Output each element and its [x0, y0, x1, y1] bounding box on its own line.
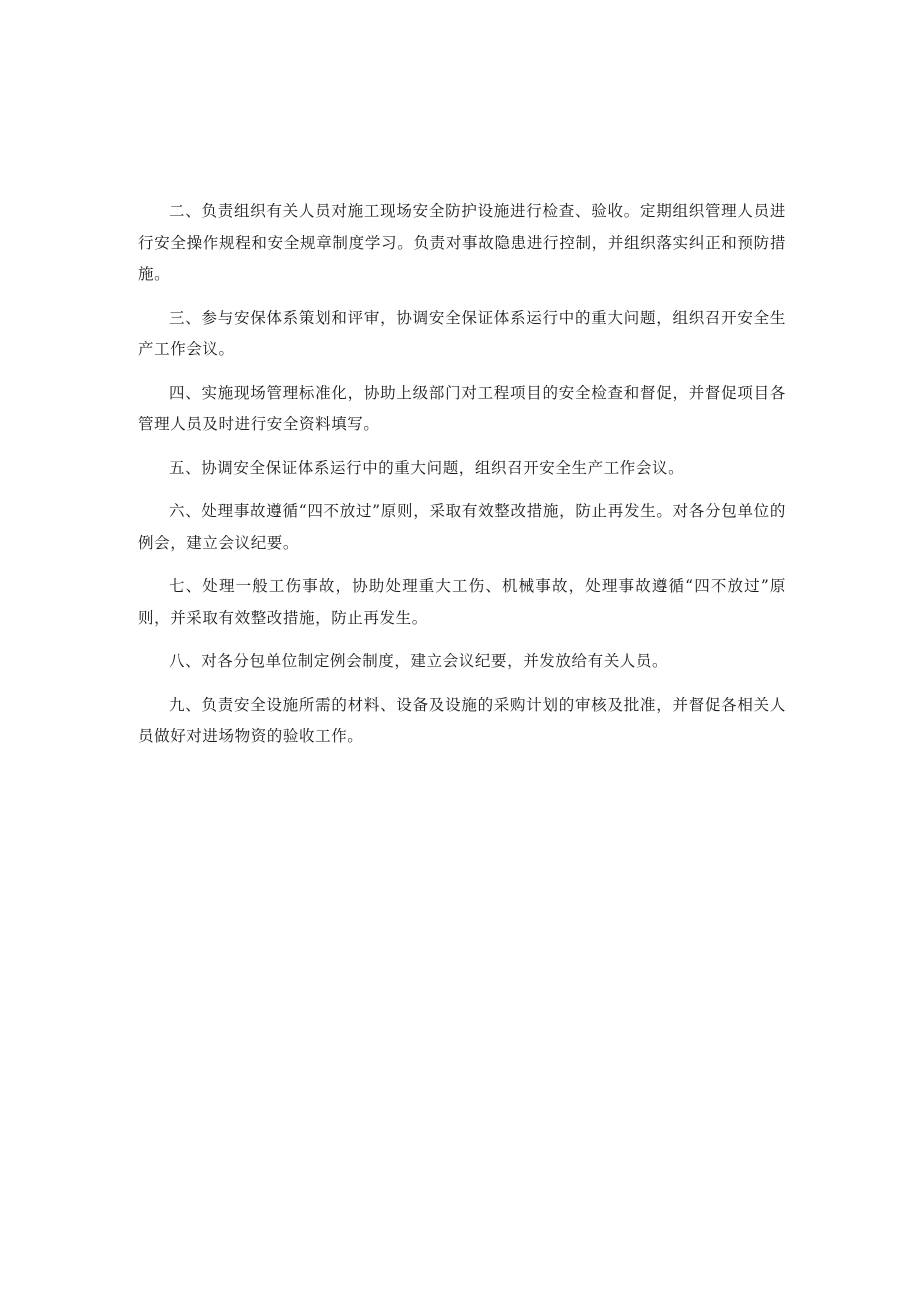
paragraph-4: 四、实施现场管理标准化，协助上级部门对工程项目的安全检查和督促，并督促项目各管理人员及时进行安全资料填写。: [138, 383, 786, 433]
document-body: [138, 196, 786, 765]
paragraph-9: 九、负责安全设施所需的材料、设备及设施的采购计划的审核及批准，并督促各相关人员做好对进场物资的验收工作。: [138, 695, 786, 745]
paragraph-3: 三、参与安保体系策划和评审，协调安全保证体系运行中的重大问题，组织召开安全生产工作会议。: [138, 308, 786, 358]
paragraph-7: 七、处理一般工伤事故，协助处理重大工伤、机械事故，处理事故遵循“四不放过”原则，并采取有效整改措施，防止再发生。: [138, 577, 786, 627]
paragraph-8: 八、对各分包单位制定例会制度，建立会议纪要，并发放给有关人员。: [169, 652, 669, 670]
paragraph-6: 六、处理事故遵循“四不放过”原则，采取有效整改措施，防止再发生。对各分包单位的例会，建立会议纪要。: [138, 502, 786, 552]
paragraph-2: 二、负责组织有关人员对施工现场安全防护设施进行检查、验收。定期组织管理人员进行安全操作规程和安全规章制度学习。负责对事故隐患进行控制，并组织落实纠正和预防措施。: [138, 202, 786, 283]
paragraph-5: 五、协调安全保证体系运行中的重大问题，组织召开安全生产工作会议。: [169, 458, 685, 477]
